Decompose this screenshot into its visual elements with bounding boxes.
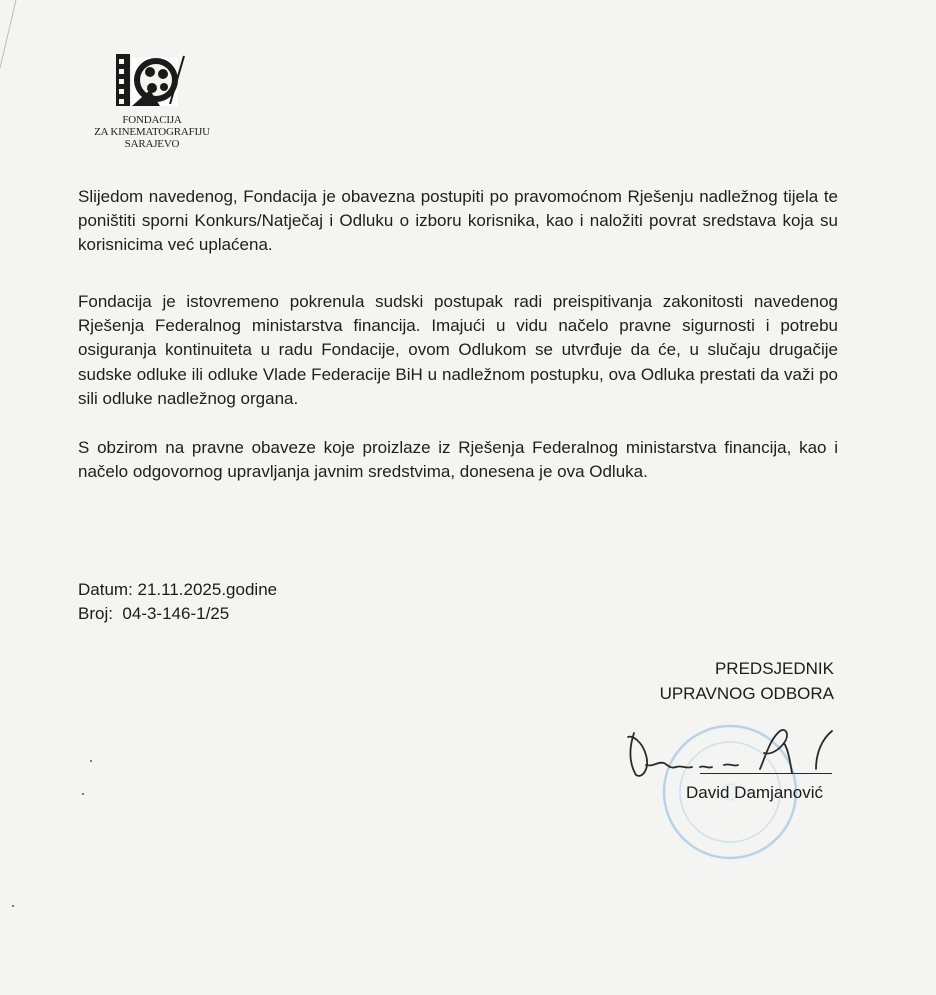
film-reel-logo-icon [114, 50, 190, 110]
scan-speck [82, 793, 84, 795]
document-number: Broj: 04-3-146-1/25 [78, 604, 230, 623]
body-paragraph-3: S obzirom na pravne obaveze koje proizlaze iz Rješenja Federalnog ministarstva financija, kao i načelo odgovornog upravljanja javnim sredstvima, donesena je ova Odluka. [78, 438, 838, 482]
logo-line-2: ZA KINEMATOGRAFIJU [94, 126, 210, 138]
document-date: Datum: 21.11.2025.godine [78, 580, 278, 599]
scan-edge-line [0, 0, 60, 70]
signatory-title-line-2: UPRAVNOG ODBORA [659, 684, 834, 703]
scan-speck [90, 760, 92, 762]
logo-line-3: SARAJEVO [124, 138, 180, 150]
handwritten-signature [620, 725, 860, 785]
logo-line-1: FONDACIJA [122, 114, 182, 126]
signatory-title-line-1: PREDSJEDNIK [714, 659, 834, 678]
scan-speck [12, 905, 14, 907]
body-paragraph-1: Slijedom navedenog, Fondacija je obavezna postupiti po pravomoćnom Rješenju nadležnog tijela te poništiti sporni Konkurs/Natječaj i Odluku o izboru korisnika, kao i naložiti povrat sredstava koja su korisnicima već uplaćena. [78, 187, 838, 255]
logo-caption [82, 114, 222, 150]
signature-line [700, 773, 832, 774]
signer-name: David Damjanović [686, 783, 823, 802]
body-paragraph-2: Fondacija je istovremeno pokrenula sudski postupak radi preispitivanja zakonitosti navedenog Rješenja Federalnog ministarstva financija. Imajući u vidu načelo pravne sigurnosti i potrebu osiguranja kontinuiteta u radu Fondacije, ovom Odlukom se utvrđuje da će, u slučaju drugačije sudske odluke ili odluke Vlade Federacije BiH u nadležnom postupku, ova Odluka prestati da važi po sili odluke nadležnog organa. [78, 292, 838, 408]
